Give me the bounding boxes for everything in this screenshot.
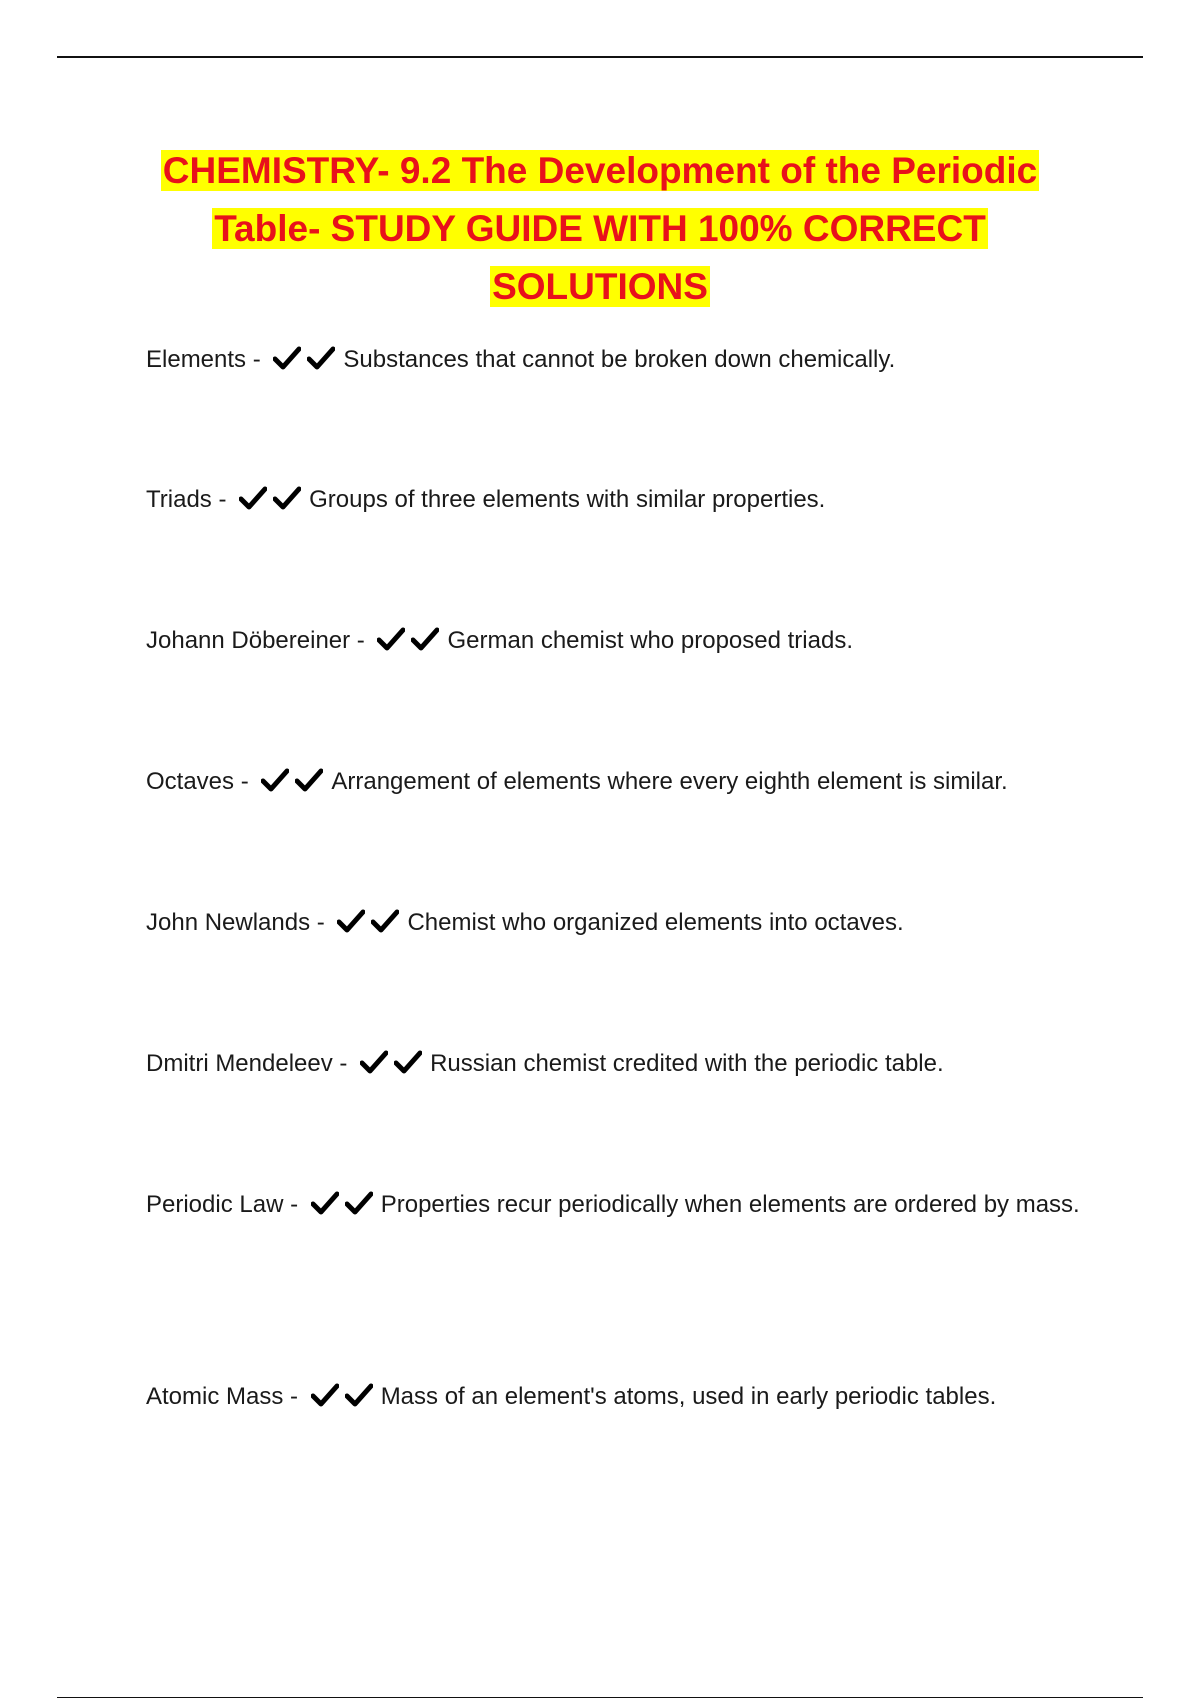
checkmark-icon	[261, 768, 289, 792]
definition: Properties recur periodically when elements are ordered by mass.	[380, 1191, 1080, 1218]
definition: Arrangement of elements where every eighth element is similar.	[331, 768, 1008, 795]
top-rule	[57, 56, 1143, 58]
definition: Russian chemist credited with the periodic table.	[430, 1050, 944, 1077]
separator: -	[283, 1191, 305, 1218]
check-pair	[273, 334, 341, 386]
title-line-2: Table- STUDY GUIDE WITH 100% CORRECT	[214, 208, 986, 249]
term: Dmitri Mendeleev	[146, 1050, 333, 1077]
term: Elements	[146, 346, 247, 373]
check-pair	[311, 1179, 379, 1231]
list-item	[146, 897, 1086, 949]
separator: -	[211, 486, 234, 513]
checkmark-icon	[311, 1383, 339, 1407]
definition: Groups of three elements with similar properties.	[309, 486, 826, 513]
checkmark-icon	[239, 486, 267, 510]
separator: -	[283, 1383, 305, 1410]
checkmark-icon	[411, 627, 439, 651]
checkmark-icon	[345, 1191, 373, 1215]
checkmark-icon	[273, 346, 301, 370]
list-item	[146, 1179, 1086, 1231]
separator: -	[310, 909, 332, 936]
check-pair	[360, 1038, 428, 1090]
checkmark-icon	[311, 1191, 339, 1215]
separator: -	[332, 1050, 355, 1077]
term: John Newlands	[146, 909, 311, 936]
separator: -	[350, 627, 372, 654]
term: Atomic Mass	[146, 1383, 284, 1410]
checkmark-icon	[295, 768, 323, 792]
check-pair	[337, 897, 405, 949]
separator: -	[246, 346, 268, 373]
check-pair	[311, 1371, 379, 1423]
checkmark-icon	[371, 909, 399, 933]
document-title	[120, 142, 1080, 316]
check-pair	[377, 615, 445, 667]
checkmark-icon	[345, 1383, 373, 1407]
list-item	[146, 334, 1086, 386]
term: Triads	[146, 486, 212, 513]
title-line-3: SOLUTIONS	[492, 266, 708, 307]
list-item	[146, 615, 1086, 667]
definition: Chemist who organized elements into octaves.	[407, 909, 904, 936]
checkmark-icon	[307, 346, 335, 370]
list-item	[146, 474, 1086, 526]
list-item	[146, 1038, 1086, 1090]
term: Periodic Law	[146, 1191, 284, 1218]
checkmark-icon	[360, 1050, 388, 1074]
check-pair	[261, 756, 329, 808]
definition: Substances that cannot be broken down chemically.	[343, 346, 896, 373]
checkmark-icon	[337, 909, 365, 933]
check-pair	[239, 474, 307, 526]
term: Octaves	[146, 768, 235, 795]
definition: Mass of an element's atoms, used in early periodic tables.	[380, 1383, 997, 1410]
term: Johann Döbereiner	[146, 627, 351, 654]
definition: German chemist who proposed triads.	[447, 627, 853, 654]
list-item	[146, 756, 1086, 808]
bottom-rule	[57, 1697, 1143, 1698]
list-item	[146, 1371, 1086, 1423]
checkmark-icon	[394, 1050, 422, 1074]
separator: -	[234, 768, 256, 795]
checkmark-icon	[273, 486, 301, 510]
checkmark-icon	[377, 627, 405, 651]
title-line-1: CHEMISTRY- 9.2 The Development of the Periodic	[162, 150, 1038, 191]
